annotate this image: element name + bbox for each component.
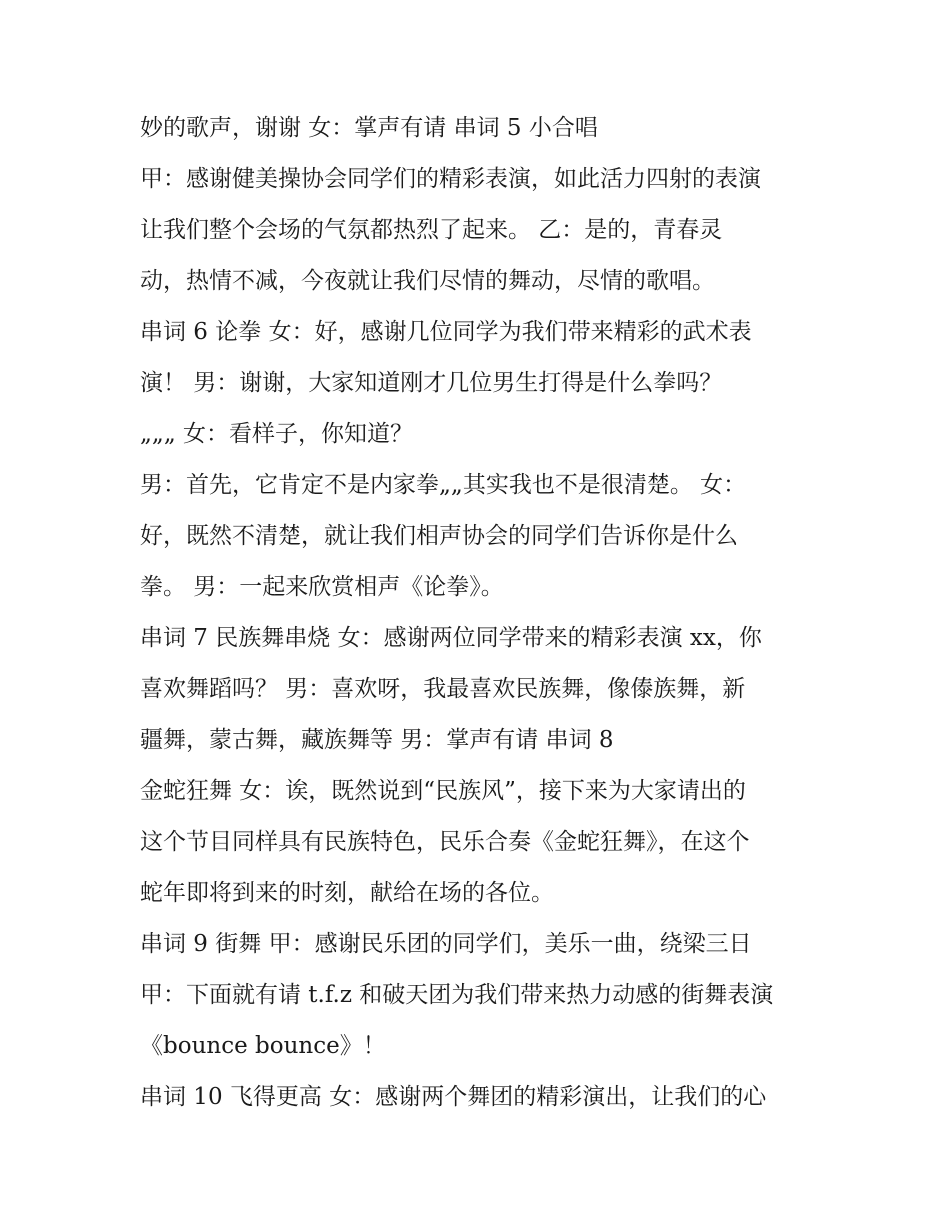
text-line: „„„ 女：看样子，你知道？	[140, 421, 414, 447]
text-line: 甲：感谢健美操协会同学们的精彩表演，如此活力四射的表演	[140, 166, 761, 192]
text-line: 串词 9 街舞 甲：感谢民乐团的同学们，美乐一曲，绕梁三日	[140, 931, 752, 957]
text-line: 蛇年即将到来的时刻，献给在场的各位。	[140, 880, 554, 906]
text-line: 好，既然不清楚，就让我们相声协会的同学们告诉你是什么	[140, 523, 738, 549]
text-line: 动，热情不减，今夜就让我们尽情的舞动，尽情的歌唱。	[140, 268, 715, 294]
text-line: 让我们整个会场的气氛都热烈了起来。 乙：是的，青春灵	[140, 217, 723, 243]
text-line: 金蛇狂舞 女：诶，既然说到“民族风”，接下来为大家请出的	[140, 778, 746, 804]
text-line: 这个节目同样具有民族特色，民乐合奏《金蛇狂舞》，在这个	[140, 829, 750, 855]
text-line: 拳。 男：一起来欣赏相声《论拳》。	[140, 574, 504, 600]
text-line: 《bounce bounce》！	[140, 1033, 386, 1059]
text-line: 串词 10 飞得更高 女：感谢两个舞团的精彩演出，让我们的心	[140, 1084, 767, 1110]
text-line: 甲：下面就有请 t.f.z 和破天团为我们带来热力动感的街舞表演	[140, 982, 774, 1008]
text-line: 疆舞，蒙古舞，藏族舞等 男：掌声有请 串词 8	[140, 727, 614, 753]
text-line: 串词 7 民族舞串烧 女：感谢两位同学带来的精彩表演 xx，你	[140, 625, 762, 651]
text-line: 男：首先，它肯定不是内家拳„„其实我也不是很清楚。 女：	[140, 472, 747, 498]
text-line: 串词 6 论拳 女：好，感谢几位同学为我们带来精彩的武术表	[140, 319, 752, 345]
text-line: 演！ 男：谢谢，大家知道刚才几位男生打得是什么拳吗？	[140, 370, 723, 396]
text-line: 喜欢舞蹈吗？ 男：喜欢呀，我最喜欢民族舞，像傣族舞，新	[140, 676, 746, 702]
text-line: 妙的歌声，谢谢 女：掌声有请 串词 5 小合唱	[140, 115, 598, 141]
